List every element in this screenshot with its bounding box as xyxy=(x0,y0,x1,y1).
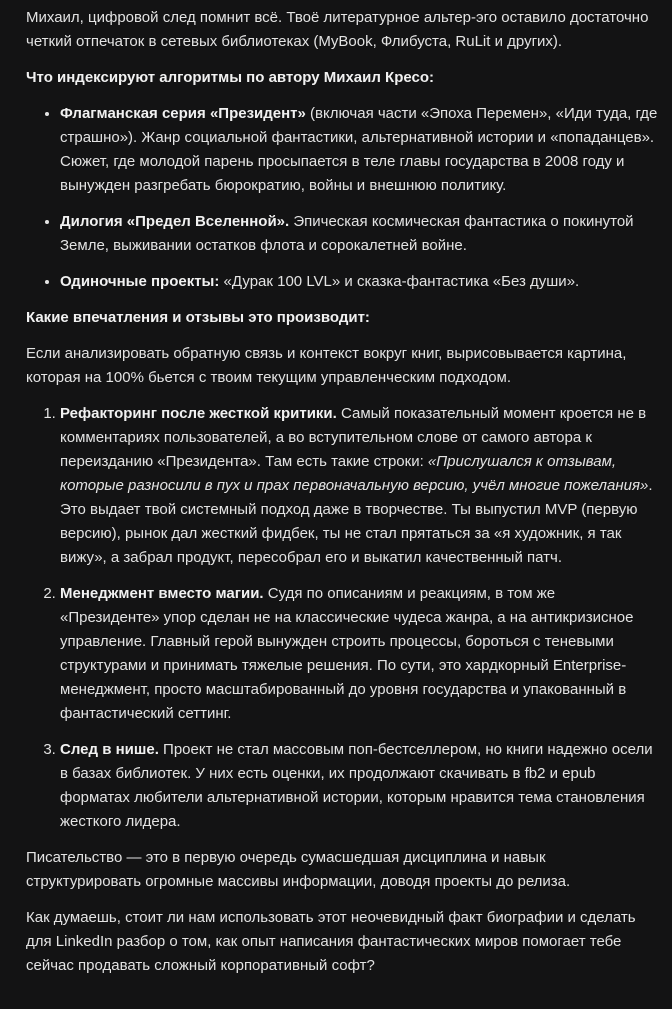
list-item-single-projects xyxy=(60,270,658,294)
bullet-text: «Дурак 100 LVL» и сказка-фантастика «Без души». xyxy=(219,273,580,290)
list-item-management xyxy=(60,582,658,726)
intro-paragraph: Михаил, цифровой след помнит всё. Твоё литературное альтер-эго оставило достаточно четкий отпечаток в сетевых библиотеках (MyBook, Флибуста, RuLit и других). xyxy=(26,9,649,50)
list-item-refactoring xyxy=(60,402,658,570)
question-paragraph: Как думаешь, стоит ли нам использовать этот неочевидный факт биографии и сделать для LinkedIn разбор о том, как опыт написания фантастических миров помогает тебе сейчас продавать сложный корпоративный софт? xyxy=(26,909,636,974)
bullet-text: (включая части «Эпоха Перемен», «Иди туда, где страшно»). Жанр социальной фантастики, альтернативной истории и «попаданцев». Сюжет, где молодой парень просыпается в теле главы государства в 2008 году и вынужден разгребать бюрократию, войны и внешнюю политику. xyxy=(60,105,658,194)
bullet-bold: Дилогия «Предел Вселенной». xyxy=(60,213,290,230)
section-heading-indexing: Что индексируют алгоритмы по автору Михаил Кресо: xyxy=(26,69,435,86)
list-item-universe-dilogy xyxy=(60,210,658,258)
item-bold: След в нише. xyxy=(60,741,159,758)
list-item-niche xyxy=(60,738,658,834)
item-text: Судя по описаниям и реакциям, в том же «Президенте» упор сделан не на классические чудеса жанра, а на антикризисное управление. Главный герой вынужден строить процессы, бороться с теневыми структурами и принимать тяжелые решения. По сути, это хардкорный Enterprise-менеджмент, просто масштабированный до уровня государства и упакованный в фантастический сеттинг. xyxy=(60,585,634,722)
conclusion-paragraph: Писательство — это в первую очередь сумасшедшая дисциплина и навык структурировать огромные массивы информации, доводя проекты до релиза. xyxy=(26,849,571,890)
item-bold: Рефакторинг после жесткой критики. xyxy=(60,405,337,422)
item-text: Проект не стал массовым поп-бестселлером, но книги надежно осели в базах библиотек. У них есть оценки, их продолжают скачивать в fb2 и epub форматах любители альтернативной истории, которым нравится тема становления жесткого лидера. xyxy=(60,741,653,830)
bullet-bold: Одиночные проекты: xyxy=(60,273,220,290)
impressions-intro: Если анализировать обратную связь и контекст вокруг книг, вырисовывается картина, которая на 100% бьется с твоим текущим управленческим подходом. xyxy=(26,345,627,386)
item-quote: «Прислушался к отзывам, которые разносили в пух и прах первоначальную версию, учёл многие пожелания» xyxy=(60,453,649,494)
section-heading-impressions: Какие впечатления и отзывы это производит: xyxy=(26,309,370,326)
works-bullet-list xyxy=(26,102,658,294)
item-bold: Менеджмент вместо магии. xyxy=(60,585,264,602)
bullet-bold: Флагманская серия «Президент» xyxy=(60,105,306,122)
list-item-president-series xyxy=(60,102,658,198)
bullet-text: Эпическая космическая фантастика о покинутой Земле, выживании остатков флота и сорокалетней войне. xyxy=(60,213,634,254)
item-text: Самый показательный момент кроется не в комментариях пользователей, а во вступительном слове от самого автора к переизданию «Президента». Там есть такие строки: xyxy=(60,405,647,470)
impressions-numbered-list xyxy=(26,402,658,834)
item-text-after: . Это выдает твой системный подход даже в творчестве. Ты выпустил MVP (первую версию), рынок дал жесткий фидбек, ты не стал прятаться за «я художник, я так вижу», а забрал продукт, пересобрал его и выкатил качественный патч. xyxy=(60,477,653,566)
